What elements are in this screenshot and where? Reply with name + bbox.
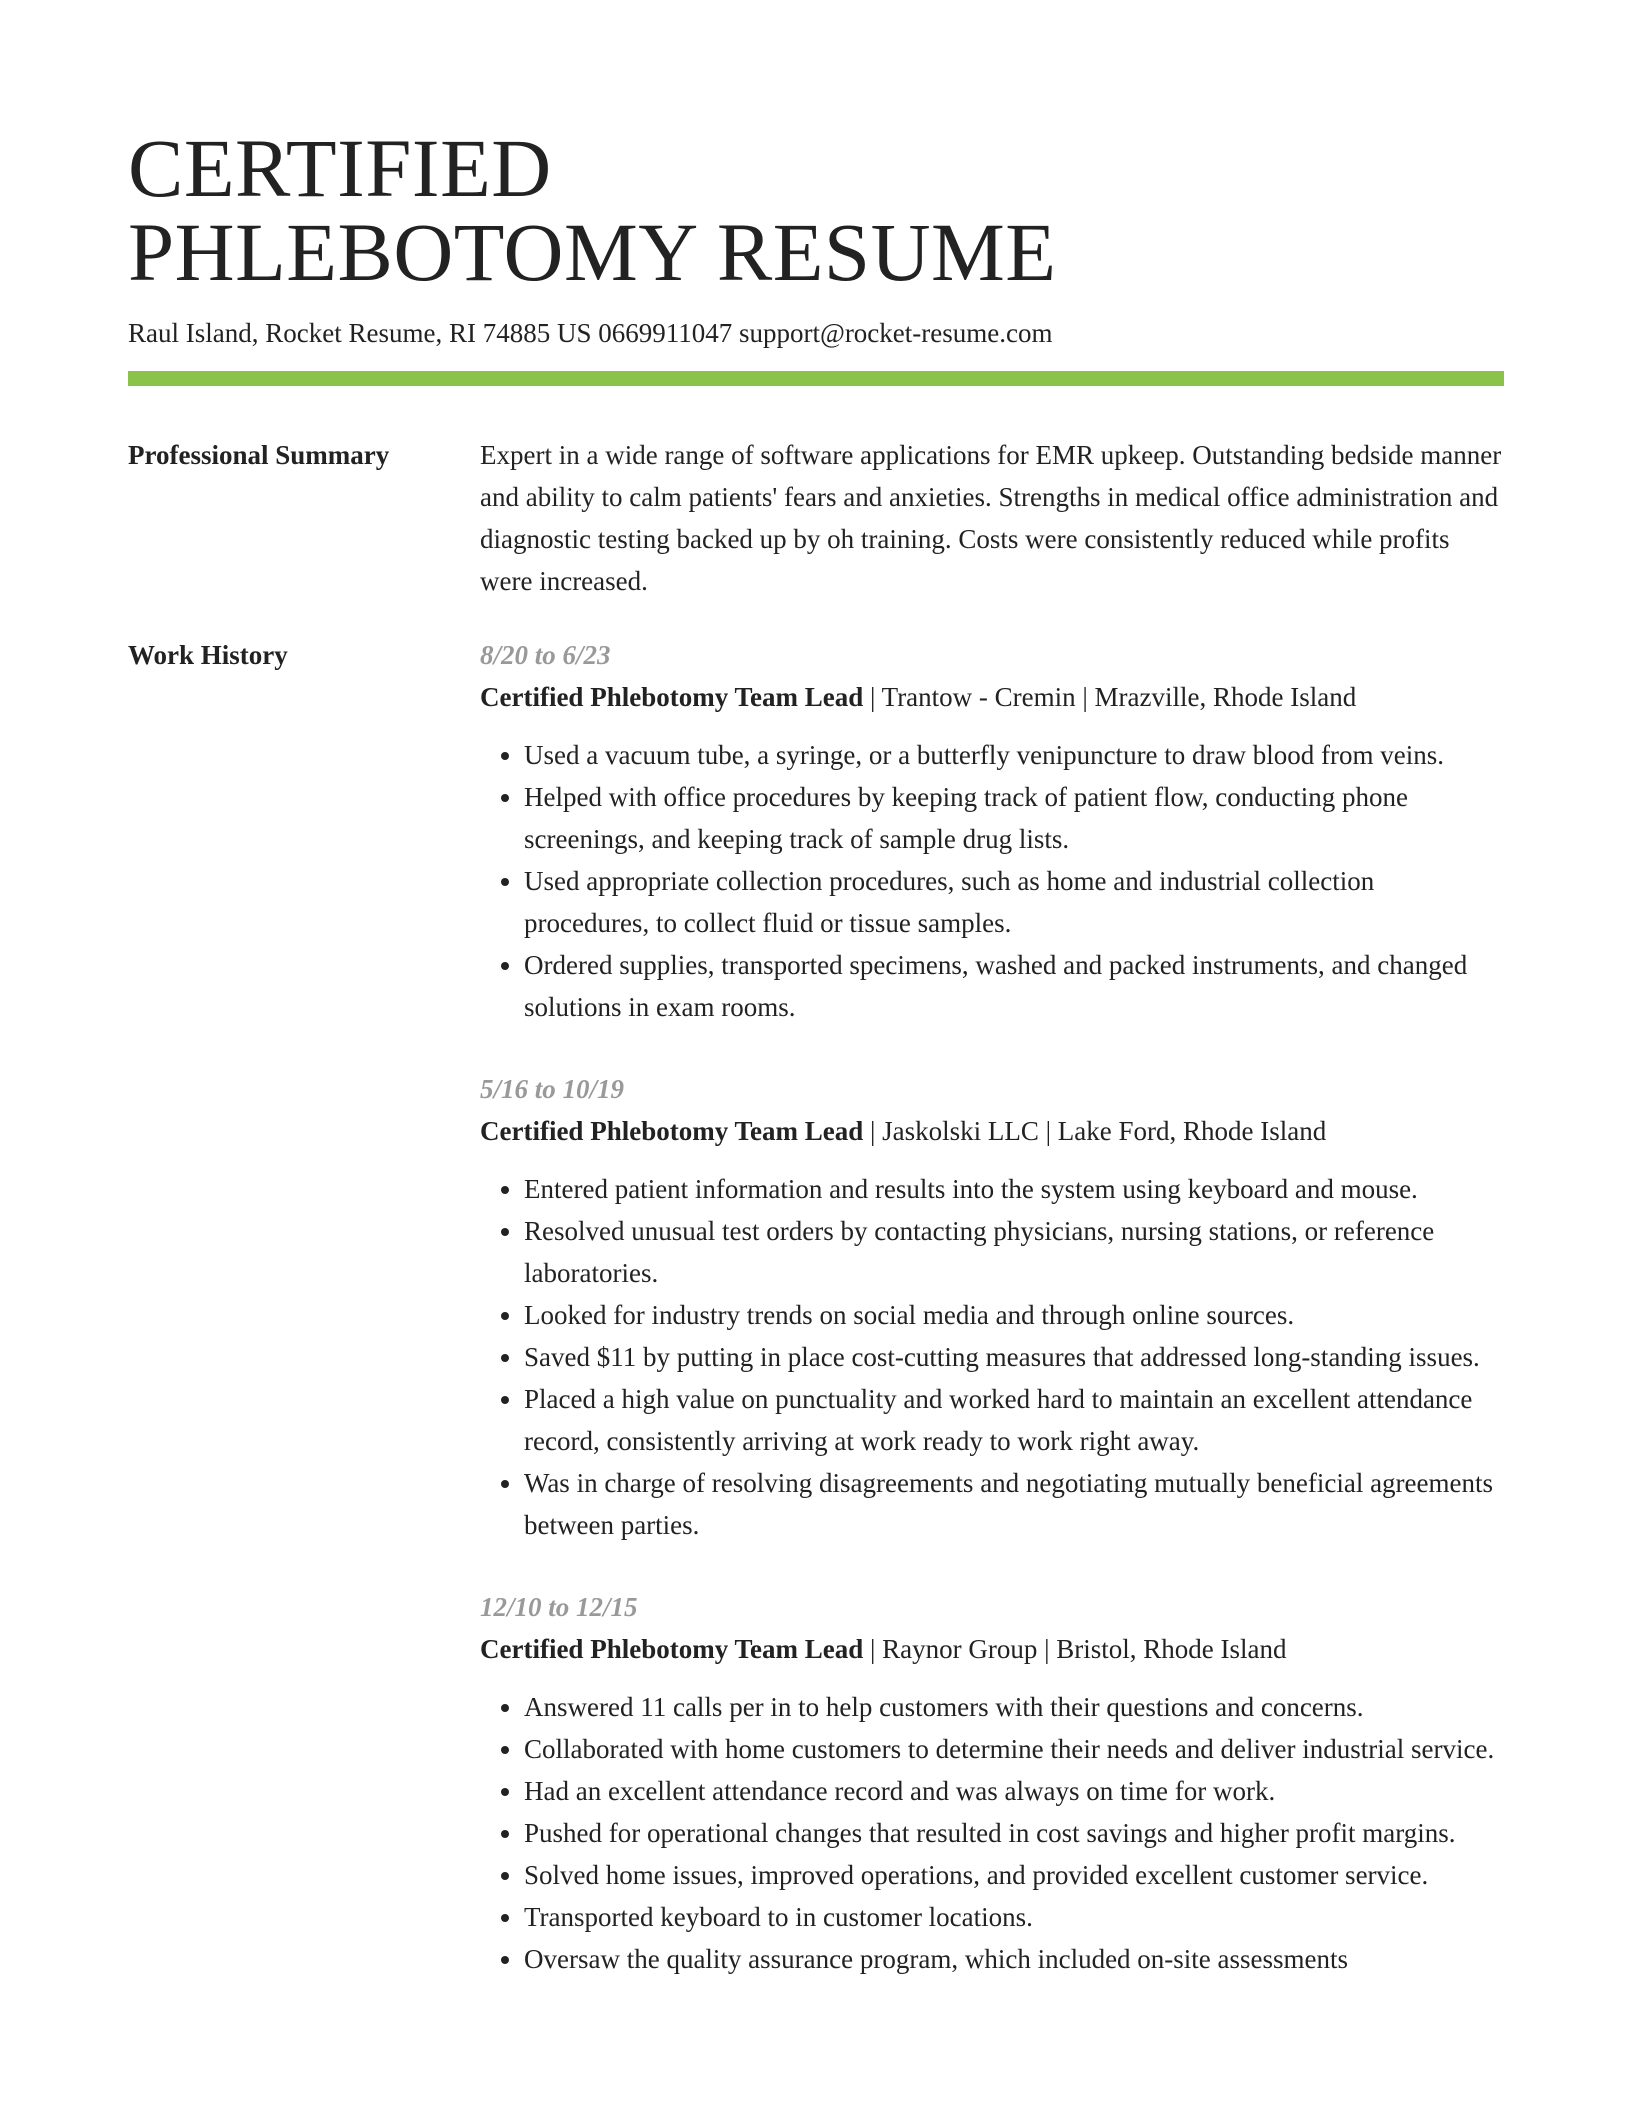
job-heading (480, 1110, 1506, 1152)
job-title: Certified Phlebotomy Team Lead (480, 1634, 864, 1664)
header-divider (128, 371, 1504, 386)
resume-title-line-1: CERTIFIED (128, 122, 552, 214)
resume-title-line-2: PHLEBOTOMY RESUME (128, 206, 1057, 298)
job-bullet-list (480, 1168, 1506, 1546)
job-bullet: • Collaborated with home customers to determine their needs and deliver industrial service. (524, 1728, 1506, 1770)
work-history-section (480, 634, 1506, 2020)
job-bullet: • Looked for industry trends on social media and through online sources. (524, 1294, 1506, 1336)
job-bullet: • Solved home issues, improved operations, and provided excellent customer service. (524, 1854, 1506, 1896)
job-details: | Jaskolski LLC | Lake Ford, Rhode Island (863, 1116, 1327, 1146)
job-bullet: • Was in charge of resolving disagreements and negotiating mutually beneficial agreements between parties. (524, 1462, 1506, 1546)
job-entry (480, 634, 1506, 1028)
contact-info: Raul Island, Rocket Resume, RI 74885 US 0669911047 support@rocket-resume.com (128, 318, 1053, 348)
job-dates: 8/20 to 6/23 (480, 640, 611, 670)
job-bullet: • Transported keyboard to in customer locations. (524, 1896, 1506, 1938)
job-bullet: • Pushed for operational changes that resulted in cost savings and higher profit margins. (524, 1812, 1506, 1854)
job-bullet: • Helped with office procedures by keeping track of patient flow, conducting phone screenings, and keeping track of sample drug lists. (524, 776, 1506, 860)
job-bullet: • Placed a high value on punctuality and worked hard to maintain an excellent attendance record, consistently arriving at work ready to work right away. (524, 1378, 1506, 1462)
job-bullet: • Resolved unusual test orders by contacting physicians, nursing stations, or reference laboratories. (524, 1210, 1506, 1294)
job-heading (480, 676, 1506, 718)
job-bullet-list (480, 734, 1506, 1028)
summary-text: Expert in a wide range of software applications for EMR upkeep. Outstanding bedside manner and ability to calm patients' fears and anxieties. Strengths in medical office administration and diagnostic testing backed up by oh training. Costs were consistently reduced while profits were increased. (480, 440, 1502, 596)
summary-label: Professional Summary (128, 440, 390, 470)
work-history-label: Work History (128, 640, 288, 670)
job-bullet: • Saved $11 by putting in place cost-cutting measures that addressed long-standing issues. (524, 1336, 1506, 1378)
job-bullet: • Had an excellent attendance record and was always on time for work. (524, 1770, 1506, 1812)
summary-section (480, 434, 1506, 602)
job-dates: 12/10 to 12/15 (480, 1592, 638, 1622)
job-bullet: • Entered patient information and results into the system using keyboard and mouse. (524, 1168, 1506, 1210)
resume-title (128, 122, 1057, 298)
job-bullet: • Oversaw the quality assurance program, which included on-site assessments (524, 1938, 1506, 1980)
job-entry (480, 1586, 1506, 1980)
job-bullet: • Used appropriate collection procedures, such as home and industrial collection procedures, to collect fluid or tissue samples. (524, 860, 1506, 944)
job-details: | Raynor Group | Bristol, Rhode Island (863, 1634, 1287, 1664)
job-title: Certified Phlebotomy Team Lead (480, 682, 864, 712)
job-title: Certified Phlebotomy Team Lead (480, 1116, 864, 1146)
job-bullet-list (480, 1686, 1506, 1980)
job-bullet: • Used a vacuum tube, a syringe, or a butterfly venipuncture to draw blood from veins. (524, 734, 1506, 776)
job-dates: 5/16 to 10/19 (480, 1074, 625, 1104)
job-bullet: • Ordered supplies, transported specimens, washed and packed instruments, and changed solutions in exam rooms. (524, 944, 1506, 1028)
job-entry (480, 1068, 1506, 1546)
job-bullet: • Answered 11 calls per in to help customers with their questions and concerns. (524, 1686, 1506, 1728)
job-details: | Trantow - Cremin | Mrazville, Rhode Island (863, 682, 1357, 712)
job-heading (480, 1628, 1506, 1670)
